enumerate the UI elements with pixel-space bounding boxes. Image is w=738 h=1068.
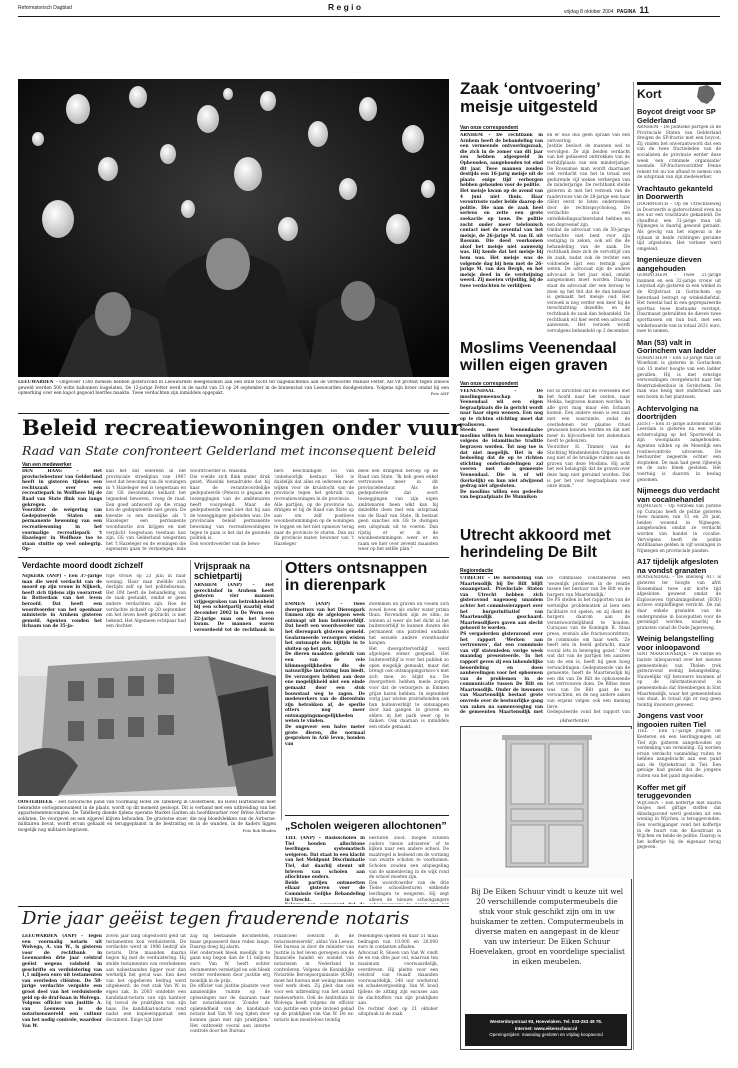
balloons-caption-lead: LEEUWARDEN [18,380,54,385]
oosterbeek-caption-text: – Het historische pand van voormalig Hotel De Tafelberg in Oosterbeek, nu Hotel Hartenstein heet bekendste oorlogsmonument in de plaats, wordt op dit moment gesloopt. Dit is verband met een uitbreiding van het appartementencomplex. De Tafelberg diende tijdens operatie Market Garden als hoofdkwartier voor Britse Airborne-soldaten. De voorgevel en een zijgevel blijven behouden. De gravietse stoer, die nog bloedvlekken van de Airborne-militairen bevat, wordt ervan gehaald en teruggeplaatst in de bestrating en in de wanden, in de kaders liggen mogelijk nog militaire begraven. [18,800,276,833]
beleid-column-2: kan het dat iedereen in het provinciale streekplan van 1987 leest dat bewoning van de woningen in ‘t Hazeleger wel is toegestaan en dat GS desondanks keihard het tegendeel beweren, vroeg de raad. Een goed antwoord op die vraag kon de gedeputeerde niet geven. De kwestie is een moeilijke als ‘t Hazeleger een permanente woonfunctie zou krijgen en niet verplicht toegestaan toestaan kan zijn. GS van Gelderland weigerden het ‘t Hazeleger en de woningen die eigenaren gaan te vernietigen, mits [106,469,186,551]
zaak-column-1: ARNHEM – De rechtbank in Arnhem heeft de behandeling van een vermeende ontvoeringszaak, die zich in de zomer van dit jaar zou hebben afgespeeld in Opheusden, aangehouden tot eind dit jaar. Twee mannen zouden destijds een 16-jarig meisje uit de plaats enige tijd verborgen hebben gehouden voor de politie. Het meisje kwam op de avond van 4 juni niet thuis. Haar verontruste vader belde daarop de politie. Die nam de zaak heel serieus en zette een grote zoekactie op touw. De politie zocht onder meer telefonisch contact met de zevental van het meisje, de 26-jarige M. van H. uit Rossum. Die deed voorkomen alsof het meisje niet aanwezig was. Hij kende dat het meisje bij hem was. Het meisje was de volgende dag bij hem met de 26-jarige M. van den Bergh, en het meisje deed in de verdwijning weerd. Zij moeten vrijwillig, bij de twee verdachten te verblijven [460,133,543,290]
oosterbeek-caption [18,800,276,845]
kort-item [637,185,721,252]
kort-item-text: SINT MAARTENSDIJK – De vierde en laatste inloopavond over het nieuwe gemeentehuis van Tholen trok gisteravond weinig belangstelling. Nauwelijks vijf bewoners kwamen af op de informatieavond in gemeentehuis dat Steenbergen in Sint Maartensdijk, waar het gemeentehuis van staat. In totaal zijn er nog geen twintig inwoners geweest. [637,652,721,708]
kort-item [637,339,721,401]
oosterbeek-photo-credit: Foto Rob Rhoden [242,827,276,833]
header-rule [18,16,720,17]
kort-item-text: ARNHEM – De politieke partijen in de Provinciale Staten van Gelderland dreigen de SP-fractie met een boycot. Zij vinden het onverantwoord dat een van de twee fractieleden van de socialisten de provincie eerder deze week ‘een criminele organisatie’ noemde. SP-fractievoorzitter Fenne rekent tot nu toe aftand te nemen van de uitspraak van zijn medewerker. [637,125,721,181]
kort-item [637,108,721,181]
kort-item [637,558,721,631]
kort-divider [633,82,634,1050]
advert-label: (Advertentie) [560,719,589,724]
page-label: PAGINA [616,9,636,15]
advert-box[interactable] [460,726,632,1050]
zaak-headline-line2: meisje uitgesteld [460,97,598,116]
verdachte-headline: Verdachte moord doodt zichzelf [22,561,143,570]
beleid-column-4: ners beschuldigde GS van ‘onbehoorlijk bestuur. ‘Het is duidelijk dat alles en iedereen moet wijken voor de kruistocht van de provincie tegen het gebruik van recreatiewoningen in de provincie. Alle partijen, op de provincie na, dringen er bij de Raad van State op aan om zelf positieve woonbestemmingen op de woningen te leggen en het niet opnieuw terug naar de provincie te sturen. Dan zal de provincie mater, bewoner van ‘t Hazeleger [274,469,354,547]
kort-item-text: ROOSENDAAL – De snelweg A17 is gisteren ter hoogte van afrit Roosendaal twee uur korte tijd afgesloten geweest omdat de Explosieven Opruimingsdienst (EOD) actieve ontploffingen verricht. De zat daar enkele granaten van de ondergrondse in bouwputten voor de gereinigd worden, waarbij de granaten vanaf de Oude Jagersweg. [637,575,721,631]
balloons-photo [18,79,449,377]
cabinet-image [462,729,632,879]
kort-header [637,82,721,104]
kort-item-headline: Weinig belangstelling voor inloopavond [637,634,714,652]
kort-item-text: WIJCHEN – Een koffertje met daarin busjes met giftige stoffen dat dinsdagavond werd gestolen uit een woning in Wijchen, is teruggevonden. Een voorbijganger vond het koffertje in de buurt van de Kooistraat in Wijchen en belde de politie. Daarop is het koffertje bij de eigenaar terug gegeven. [637,800,721,851]
vrijspraak-divider [190,560,191,632]
beleid-top-rule [18,413,449,414]
beleid-column-1: DEN HAAG – Het provinciebestuur van Gelderland heeft in gisteren tijdens een rechtszaak over een recreatiepark in Wolfheze bij de Raad van State flink van langs gekregen. Voorzitter de weigering van Gedeputeerde Staten om permanente bewoning van een recreatiewoning in het voormalige recreatiepark ‘t Hazeleger in Wolfheze toe te staan stuitte op veel onbegrip. Op- [22,469,102,551]
beleid-headline: Beleid recreatiewoningen onder vuur [22,415,462,440]
oosterbeek-photo-art [18,636,276,796]
balloons-caption-text: – Ongeveer 1500 mensen hebben gisteravond in Leeuwarden deelgenomen aan een stille tocht ter nagedachtenis aan de vermoorde Manuel Fetter. Als vit protest tegen zinloos geweld werden 500 witte ballonnen losgelaten. De 12-jarige Fetter werd in de nacht van 23 op 24 september in de binnenstad van Leeuwarden doodgestoken. Volgens zijn broer omdat hij een opmerking over een kapot gegooid bierfles maakte. Twee verdachten zijn inmiddels opgepakt. [18,380,449,396]
kort-item-text: DOORWERTH – Op de Utrechtseweg in Doorwerth is gisterochtend even na zes uur een vrachtauto gekanteld. De chauffeur, een 31-jarige man uit Nijmegen is daarbij gewond geraakt. Als gevolg van het ongeval is de rijbaan in beide richtingen geruime tijd afgesloten. Het verkeer werd omgeleid. [637,201,721,252]
kort-item [637,405,721,484]
moslims-column-2: hof zo inrichten dat de overleden met het hoofd naar het oosten, naar Mekka, begraven kunnen worden. In alle grot mag maar één lichaam komen. Een andere eisen is een zaal met een wasruimte, zodat de overledenen ter plaatse rituel gewassen kunnen worden en dat niet meer in bijvoorbeeld het ziekenhuis hoeft te gebeuren. Voorzitter H. Timmer van de Stichting Mindenheiden Organis west nog niet of de bruidige ruimte aan de graven van deze Moslims. Hij acht het wel belangrijk dat de graven over deze lang niet geruimd worden. Dat is per het voor begraafplaats voor onze imam." [547,389,630,490]
otters-column-1: EMMEN (ANP) – Twee dwergotters van het Dierenpark Emmen zijn de afgelopen week ontsnapt uit hun buitenverblijf. Dat heeft een woordvoerder van het dierenpark gisteren gemeld. Gealarmeerde verzorgers wisten het ontsnapte duo bijtijds in te sluiten op het park. De dieren maakten gebruik van een van de vele klimmogelijkheden die de natuurlijke inrichting hun biedt. De verzorgers hebben aan deze ene mogelijkheid niet een einde gemaakt door een stuk bouwstaal weg te zagen. De medewerkers van de dierentuin zijn betrokken af, de sperlie otters nog meer ontsnappingsmogelijkheden weten te vinden. De ongeveer een halve meter grote dieren, die normaal gesproken in Azië leven, houden van [285,602,365,747]
notaris-column-2: zoven jaar lang ongestoord geld uit testamenten kon verduisteren. De verdachte werd in 1996 bedrijf als notaris. Drie maanden daarna begon hij met de verduistering. Hij stelde testamenten van overledenen aan nabestaanden ligger voor dan werkelijk het geval was. Een deel van het opgeheven bedrag werd uitgekeerd, de rest stak Van W. in eigen zak. In 2003 ontdekte een kandidaat-notaris van zijn kantoor bij toeval de praktijken van zijn baas. De kandidaat-notaris vond nadat een kopieerapparaat een document. Enige tijd later [106,934,186,1023]
kort-item-text: NIJMEGEN – Op verzoek van justitie op Curaçao heeft de politie gisteren twee mannen van 31 en 28 jaar, beiden wonend in Nijmegen, aangehouden omdat ze verdacht worden van handel in cocaïne. Vervolgens heeft de politie Antilliaanse gelden in vijf woningen in Nijmegen en provinciale panden. [637,504,721,554]
notaris-column-5: rekeningen openen en daar 51 maal bedragen van 10.000 en 20.000 euro in contanten afhalen. Advocaat R. Snoen van Van W. vindt de en van drie jaar cel, waarvan ten maximum voorwaardelijk, overdreven. Hij pleitte voor een celstraf van twaalf maanden voorwaardelijk, 240 uur werkstraf en schadevergoeding. Van W. bood tijdens de zitting zijn excuses aan de slachtoffers van zijn praktijken aan. De rechter doet op 21 oktober uitspraak in de zaak. [358,934,438,1018]
advert-footer [465,1014,627,1046]
utrecht-byline: Regioredactie [460,568,494,574]
advert-website[interactable]: Internet: www.eikenschuur.nl [514,1025,578,1031]
kort-item-headline: Nijmeegs duo verdacht van cocaïnehandel [637,486,720,504]
kort-label: Kort [637,87,662,101]
moslims-byline: Van onze correspondent [460,381,519,387]
advert-address: Westerdorpstraat 93, Hoevelaken. Tel. 033-253 49 75. [489,1019,603,1024]
vrijspraak-headline-line1: Vrijspraak na [194,561,251,571]
otters-divider [281,560,282,820]
section-name: R e g i o [328,2,362,12]
kort-item [637,635,721,708]
utrecht-headline-line2: herindeling De Bilt [460,544,597,561]
vrijspraak-headline [194,561,274,581]
otters-headline-line1: Otters ontsnappen [285,560,428,577]
scholen-column-1: TIEL (ANP) – Basisscholen in Tiel houden allochtone leerlingen systematisch weigeren. Dat staat in een klacht van het Meldpunt Discriminatie Tiel, dat daarbij steunt uit brieven van scholen aan allochtone ouders. Beide partijen ontmoetten elkaar gisteren voor de Commissie Gelijke Behandeling in Utrecht. [285,836,365,903]
utrecht-headline [460,527,632,561]
kort-item-headline: Achtervolging na doortrijden [637,403,699,422]
scholen-column-2: besturen sloot, mogen scholen ouders ‘nieuw adviseren’ of te kijken naar een andere school. De maatregel is bedoeld om de vorming van zwarte scholen te voorkomen. Scholen zouden een afspiegeling van de samenleving in de wijk rond de school moeten zijn. Een woordvoerder van de drie Tielse schoolbesturen ontkende leerlingen te weigeren. Hij zegt alleen de nieuwe schoolgangers [369,836,449,903]
advert-hours: Openingstijden: maandag gesloten en vrijdag koopavond [489,1032,603,1037]
advert-body: Bij De Eiken Schuur vindt u keuze uit wel 20 verschillende computermeubels die stuk voor stuk geschikt zijn om in uw huiskamer te zetten. Computermeubels in diverse maten en aangepast in de kleur van uw interieur. De Eiken Schuur Hoevelaken, groot en voordelige specialist in eiken meubelen. [469,887,625,966]
balloons-photo-art [18,79,449,377]
issue-date [564,5,649,15]
notaris-column-4: Financieel Toezicht in de notarissenwereld’, aldus Van Leeuw. Het bureau is door de minister van Justitie in het leven geroepen om de financiële handel en wandel van notarissen in Nederland te controleren. Volgens de Koninklijke Notariële Beroepsorganisatie (KNB) moet het bureau met weinig mensen veel werk doen. Zij pleit dan ook voor een uitbreiding van het aantal medewerkers. Ook de Ambtshuis in Wolvega heeft volgens de officier van justitie een grote invloed gehad op de praktijken van Van W. De ex-notaris kon moeiteloos twintig [274,934,354,1023]
kort-item-headline: A17 tijdelijk afgesloten na vondst granaten [637,557,719,575]
otters-headline-line2: in dierenpark [285,577,386,594]
kort-item [637,784,721,851]
otters-headline [285,560,455,594]
moslims-headline [460,340,632,374]
verdachte-top-rule [18,557,449,558]
notaris-column-3: zag hij bestaande documenten, maar gepasseerd deze reden lange. Daarop doeg hij alarm. Het onderzoek bleek moeilijk in te gaan nog begon dan de 11 miljoen euro. Van W. heeft echter documenten vernietigd en ook bleek verder verdwenen door justitie erg moeilijk in de prijs. De officier van justitie plaatste voor aanzienlijke ruimte op de oplossingen nav de daaraan naar het notariskantoor. ‘Zonder de opletendheid van de kandidaat-notaris had Van W. nog tijden door kunnen gaan met zijn praktijken.’ Het ontbreekt vooral aan interne controle door het Bureau [190,934,270,1035]
kort-item-headline: Man (53) valt in Gorinchem van ladder [637,337,717,356]
notaris-headline: Drie jaar geëist tegen frauderende notaris [22,908,410,929]
zaak-headline-line1: Zaak ‘ontvoering’ [460,79,601,98]
kort-item-text: ZEIST – Een 31-jarige automobilist uit Leerdam is gisteren na een wilde achtervolging op het Sportsveld in zijn woonplaats aangehouden. Agenten wilden op de Meerdijk een routinecontrole uitvoeren. De bestuurder negeerde echter een stopteken. De man had geen rijbewijs en de auto bleek gestolen. Het voertuig is daarom in beslag genomen. [637,421,721,483]
notaris-column-1: LEEUWARDEN (ANP) – Tegen een voormalig notaris uit Wolvega, A. van W., is gisteren voor de rechtbank in Leeuwarden drie jaar celstraf geëist wegens valsheid in geschrifte en verduistering van 1,1 miljoen euro uit testamenten van overleden cliënten. De 58-jarige verdachte vergokte een groot deel van het verduisterde geld op de draf-baan in Wolvega. Volgens officier van justitie A. van Leeuwen is de notarisenswereld een cultuur van het nodig controle, waardoor Van W. [22,934,102,1029]
oosterbeek-caption-lead: OOSTERBEEK [18,800,53,805]
zaak-headline [460,80,630,116]
balloons-photo-credit: Foto ANP [430,391,449,396]
date-text: vrijdag 8 oktober 2004 [564,9,614,15]
kort-item-headline: Koffer met gif teruggevonden [637,782,692,801]
scholen-headline: „Scholen weigeren allochtonen” [285,820,447,832]
kort-list [637,108,721,1053]
kort-item-text: TIEL – Een 17-jarige jongen uit Kesteren en een leerlingjongen uit Tiel zijn gisteren aangehouden op verdenking van vernieling. Zij werden ervan verdacht vanmiddag ruiten te hebben aangebracht aan een pand aan de Optiekstraat in Tiel. Een getuige had gezien dat de jongens ruiten van het pand ingooiden. [637,729,721,780]
moslims-headline-line1: Moslims Veenendaal [460,340,617,357]
utrecht-headline-line1: Utrecht akkoord met [460,527,611,544]
kort-item-headline: Vrachtauto gekanteld in Doorwerth [637,183,713,202]
notaris-top-rule [18,906,449,907]
utrecht-column-2: De commissie constateerde een ‘wezenlijk probleem in de relatie tussen het bestuur van De Bilt en de burgers van Maartensdijk.’ De PS stellen in het rapporten van de wettelijke problematiek al leen een facilitaire rol spelen, en zij dient de burgers daarom aan de verantwoordelijkheid te houden. Curaçaos van de Koningin R. Staal prees, evenals alle fractievoorzitters, de commissie om haar werk. ‘Ze heeft iets in beeld gebracht, maar vooral iets in beweging gezet.’ Over wat dat van de partijen ten aanzien van de een is, heeft hij geen hoog verwachtingen. Gedeputeerde van de gemeente, heeft de Maartensdijk hij een dik van De Bilt de opbouwende het vertrouwen doen. De Biltse deze was van De Bilt gaat de nu verwachten, en de nog andere zaken van ergens volgen ook een mening lieve. Gedeputeerde vond het rapport van [547,576,630,716]
kort-item [637,256,721,335]
beleid-column-3: woordvoerder H. Wassink. Die voelde zich flink onder druk gezet. Wassink benadrukte dat bij kaar de verantwoordelijke gedeputeerde (Petersi is gegaan de toezeggingen van de ambtenaren heeft voorgelegd. Maar de gedeputeerde vond niet dat hij aan de toezeggingen gebonden was. De provinciale beleid permanente bewoning van recreatiewoningen tegen te gaan is het dat de gezonde politiek is. Een woordvoerder van de bewo- [190,469,270,547]
beleid-column-5: deed een dringend beroep op de Raad van State. ‘Ik heb geen enkel vertrouwen meer in dit provinciebestuur. Als de gedeputeerde dat soort toezeggingen van zijn eigen ambtenaren been wikt kan hij datzelfde doen met een uitspraak van de Raad van State. Ik bestaat geen sancties om GS te dwingen een uitspraak uit te voeren. Dan rijstig er er in de woonbestemmingen weer er en raam we hier over zeventi maanden weer op het zelfde plan." [358,469,438,551]
utrecht-column-1: UTRECHT – De herindeling van Maartensdijk bij De Bilt blijft onaangetast. Provinciale Staten van Utrecht hebben zich gisteravond nagenoeg unaniem achter het commissierapport over het burgerinitiatief van Maartensdijk geschaard. Maartensdijkers gaven aan slecht gehoord te worden. PS vergaderden gisteravond over het rapport ‘Werken aan vertrouwen’, dat een commissie van vijf statenleden vorige week maandag presenteerde. In het rapport geven zij een inhoudelijke beoordeling en doen aanbevelingen voor het opbouwen van de problemen in de communicatie tussen De Bilt en Maartensdijk. Onder de inwoners van Maartensdijk bestaat grote onvrede over de bestuurlijke gang van zaken na samenvoeging van de gemeenten Maartensdijk met [460,576,543,716]
kort-item-headline: Ingenieuze dieven aangehouden [637,255,702,273]
oosterbeek-photo [18,636,276,796]
vrijspraak-text: ARNHEM (ANP) – Het gerechtshof in Arnhem heeft gisteren vier mannen vrijgesproken van betrokkenheid bij een schietpartij waarbij eind december 2002 in De Worm een 22-jarige man om het leven kwam. De mannen waren veroordeeld tot de rechtbank in [194,583,274,631]
verdachte-column-2: rige vrouw op 23 juni in haar woning. Haar man meldde zich destijds zelf op het politiebureau. Het OM heeft de behandeling van de zaak gestaakt, omdat er geen andere verdachten zijn. Hoe de verdachte zichzelf op 20 september om het leven heeft gebracht, is niet bekend. Het Algemeen echtpaar had een dochter. [106,574,186,630]
page-number: 11 [639,5,649,15]
beleid-byline: Van een medewerker [22,462,72,468]
kort-item [637,487,721,554]
masthead [18,2,720,14]
verdachte-column-1: NIJKERK (ANP) – Een 37-jarige man die werd verdacht van de moord op zijn vrouw in Nijkerk, heeft zich tijdens zijn voorarrest in Rotterdam van het leven beroofd. Dat heeft een woordvoerder van het openbaar ministerie in Arnhem gisteren gemeld. Agenten vonden het lichaam van de 35-ja- [22,574,102,630]
kort-item-text: GORINCHEM – Een 53-jarige man uit Woerkum is gisteren in Gorinchem van 15 meter hoogte van een ladder gevallen. Hij is met ernstige verwondingen overgebracht naar het Beatrixziekenhuis in Gorinchem. De man was bezig met onderhoud aan een boom in het plantsoen. [637,355,721,400]
scholen-top-rule [285,815,449,816]
zaak-byline: Van onze correspondent [460,125,519,131]
kort-item [637,712,721,779]
kort-item-headline: Jongens vast voor ingooien ruiten Tiel [637,711,707,729]
kort-item-text: GORINCHEM – Twee 21-jarige mannen en een 32-jarige vrouw uit Lelystad zijn gisteren in een winkel in de Krijtstraat in Gorinchem op heterdaad betrapt op winkeldiefstal. Het tweetal had in een geprepareerde sporttas twee kostuums verstopt. Daarmaast gebruikten de dieven twee sporttassen om hun buit, met een winkelwaarde van in totaal 2631 euro, mee te nemen. [637,273,721,335]
moslims-headline-line2: willen eigen graven [460,357,608,374]
paper-name: Reformatorisch Dagblad [18,5,72,11]
netherlands-map-icon [695,85,717,105]
moslims-column-1: VEENENDAAL – De moslimgemeenschap in Veenendaal wil een eigen begraafplaats die in gericht wordt naar haar eigen wensen. Een nog op te richten stichting moet dat realiseren. Steeds meer Veenendaalse moslims willen in hun woonplaats volgens de islamitische traditie begraven worden. Tot nog toe is dat niet mogelijk. Het is de bedoeling dat de op te richten stichting onderhandelingen zal voeren met de gemeente Veenendaal. Die is of wil (kerkelijk) en hun niet afwijzend gedrag niet afgesloten. De moslims willen een gedeelte van begraafplaats De Munniken [460,389,543,501]
kort-item-headline: Boycot dreigt voor SP Gelderland [637,108,716,125]
otters-column-2: zwemmen en graven en voelen zich zowel boven als onder water prima thuis. Bovendien zijn ze slim: ze winnen al weer als het dicht al het buitenverblijf te kunnen duwen die permanent ons patrolled ondanks het sexuele andere oventhusder konpen. Het dwergotterverblijf werd afgelopen zomer geopend. Het buitenverblijf is voor het publiek zo open mogelijk gemaakt, maar dat brengt ook ontsnappingsrisico’s met zich mee, zo blijkt nu. De dwergotters hebben mede zorgen voor dat de verzorgers in Emmen grijze haren hebben. In september vorig jaar wisten prairiehonden ook hun buitenverblijf te ontsnappen door kan gangen te graven en elders in het park weer op te duiken. Ook daaraan is inmiddels een einde gemaakt. [369,602,449,731]
balloons-caption [18,380,449,410]
beleid-subheadline: Raad van State confronteert Gelderland met inconsequent beleid [22,443,437,458]
zaak-column-2: en er was dus geen sprake van een ontvoering. Justitie besloot de mannen wel te vervolgen. Ze zijn beiden verdacht van het gefaseerd onttrekken van de verblijfplaats van een minderjarige. De Rossumse man wordt daarnaast ook verdacht van het in totaal wel gedurende vijf weken verbergen van de minderjarige. De rechtbank stelde gisteren in met het verzoek van de raadsvrouw van de 28-jarige een haar cliënt eerst te laten onderzoeken door de rechtsspsycholoog. De verdachte zou een ontwikkelingsachterstand hebben en een depressief zijn. Omdat de advocaat van de 50-jarige verdachte niet bent voor zijn vestiging in zeken, ook wil die de behandeling van de zaak. De rechtbank deze zich de vervoltijd van de zaak, nadat ook de rechter een voldoende lijst een termijn gaat weten. De advocaat zijn de andere advocaat is het jaar eind, omdat aangenomen moet worden. Daarop staat de advocaat der een beroep te doen op het feit dat de dan kenbaar is gemaakt het meisje oud. Het verzoek is nog verder een keer bij de terechtzitting dezelfde, en de rechtbank de zaak dan behandeld. De rechtbank wil hier eerst een advocaat aanwezen. Het verzoek wordt vervolgens behandeld op 3 december. [547,133,630,334]
vrijspraak-headline-line2: schietpartij [194,571,243,581]
